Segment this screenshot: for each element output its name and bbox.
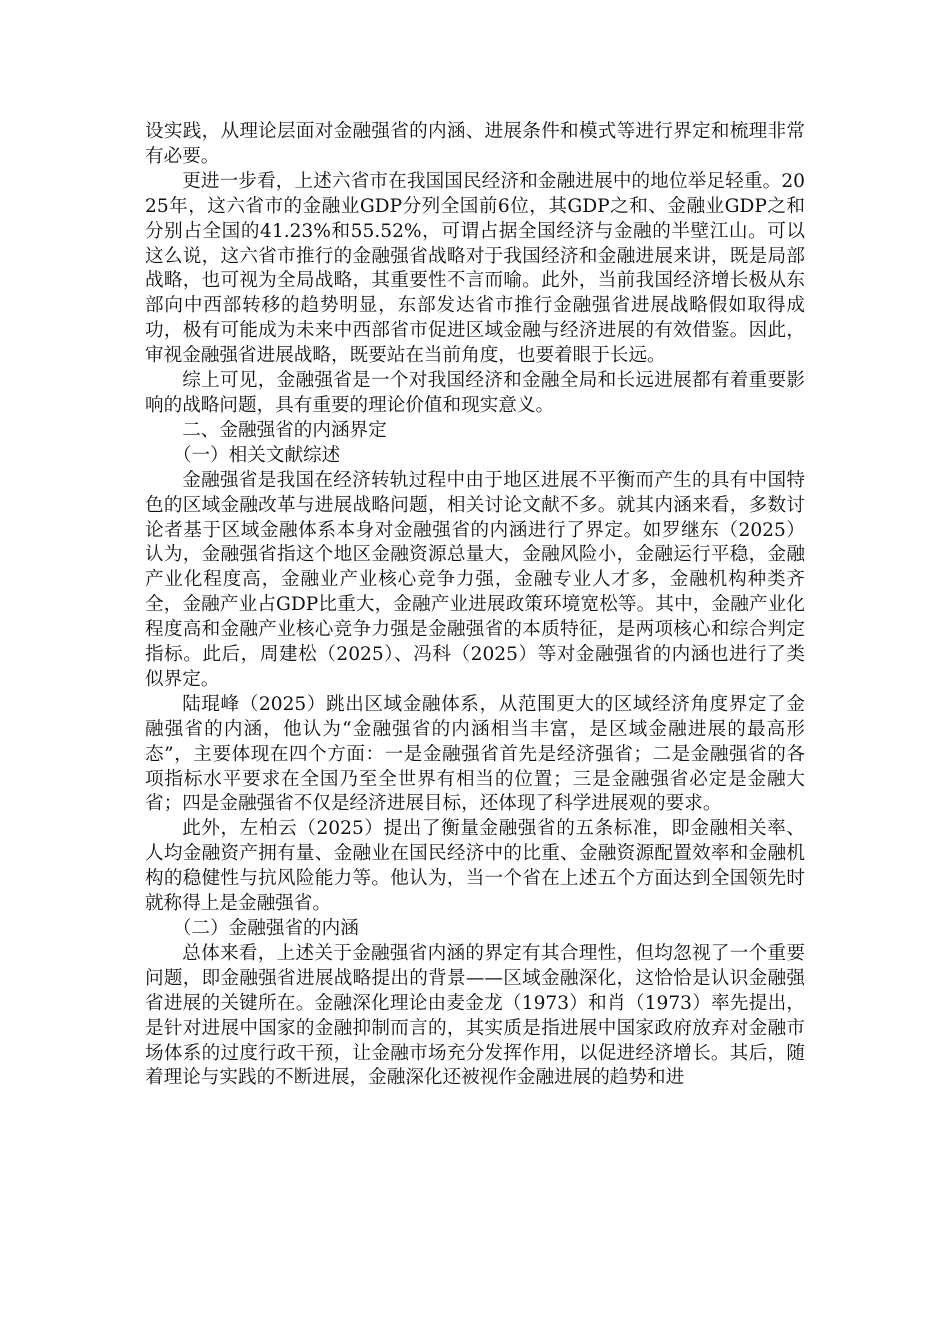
- paragraph-lu-kunfeng: 陆琨峰（2025）跳出区域金融体系，从范围更大的区域经济角度界定了金融强省的内涵，他认为“金融强省的内涵相当丰富，是区域金融进展的最高形态”，主要体现在四个方面：一是金融强省首先是经济强省；二是金融强省的各项指标水平要求在全国乃至全世界有相当的位置；三是金融强省必定是金融大省；四是金融强省不仅是经济进展目标，还体现了科学进展观的要求。: [145, 693, 805, 815]
- subsection-heading-literature: （一）相关文献综述: [172, 444, 341, 466]
- paragraph-summary: 综上可见，金融强省是一个对我国经济和金融全局和长远进展都有着重要影响的战略问题，具有重要的理论价值和现实意义。: [145, 370, 805, 416]
- paragraph-connotation: 总体来看，上述关于金融强省内涵的界定有其合理性，但均忽视了一个重要问题，即金融强省进展战略提出的背景——区域金融深化，这恰恰是认识金融强省进展的关键所在。金融深化理论由麦金龙（1973）和肖（1973）率先提出，是针对进展中国家的金融抑制而言的，其实质是指进展中国家政府放弃对金融市场体系的过度行政干预，让金融市场充分发挥作用，以促进经济增长。其后，随着理论与实践的不断进展，金融深化还被视作金融进展的趋势和进: [145, 942, 805, 1089]
- section-heading: 二、金融强省的内涵界定: [182, 419, 387, 441]
- paragraph-zuo-baiyun: 此外，左柏云（2025）提出了衡量金融强省的五条标准，即金融相关率、人均金融资产拥有量、金融业在国民经济中的比重、金融资源配置效率和金融机构的稳健性与抗风险能力等。他认为，当一个省在上述五个方面达到全国领先时就称得上是金融强省。: [145, 818, 805, 915]
- paragraph-continuation: 设实践，从理论层面对金融强省的内涵、进展条件和模式等进行界定和梳理非常有必要。: [145, 121, 805, 167]
- paragraph-six-provinces: 更进一步看，上述六省市在我国国民经济和金融进展中的地位举足轻重。2025年，这六省市的金融业GDP分列全国前6位，其GDP之和、金融业GDP之和分别占全国的41.23%和55.52%，可谓占据全国经济与金融的半壁江山。可以这么说，这六省市推行的金融强省战略对于我国经济和金融进展来讲，既是局部战略，也可视为全局战略，其重要性不言而喻。此外，当前我国经济增长极从东部向中西部转移的趋势明显，东部发达省市推行金融强省进展战略假如取得成功，极有可能成为未来中西部省市促进区域金融与经济进展的有效借鉴。因此，审视金融强省进展战略，既要站在当前角度，也要着眼于长远。: [145, 170, 805, 367]
- paragraph-literature: 金融强省是我国在经济转轨过程中由于地区进展不平衡而产生的具有中国特色的区域金融改革与进展战略问题，相关讨论文献不多。就其内涵来看，多数讨论者基于区域金融体系本身对金融强省的内涵进行了界定。如罗继东（2025）认为，金融强省指这个地区金融资源总量大，金融风险小，金融运行平稳，金融产业化程度高，金融业产业核心竞争力强，金融专业人才多，金融机构种类齐全，金融产业占GDP比重大，金融产业进展政策环境宽松等。其中，金融产业化程度高和金融产业核心竞争力强是金融强省的本质特征，是两项核心和综合判定指标。此后，周建松（2025）、冯科（2025）等对金融强省的内涵也进行了类似界定。: [145, 469, 805, 690]
- document-page: [145, 120, 805, 1091]
- subsection-heading-connotation: （二）金融强省的内涵: [172, 918, 359, 939]
